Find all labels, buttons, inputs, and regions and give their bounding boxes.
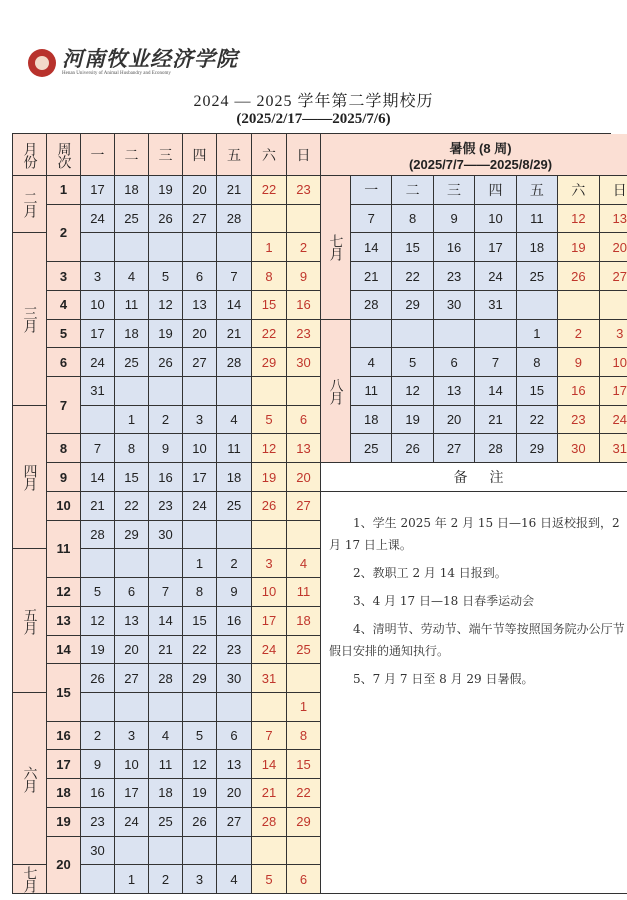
note-item: 5、7 月 7 日至 8 月 29 日暑假。 (353, 671, 534, 686)
date-cell: 4 (115, 262, 149, 291)
summer-date-cell (434, 320, 475, 349)
date-cell: 1 (115, 865, 149, 894)
date-cell: 8 (183, 578, 217, 607)
date-cell: 11 (149, 750, 183, 779)
summer-date-cell: 10 (600, 348, 627, 377)
week-number: 5 (47, 320, 81, 349)
summer-date-cell: 17 (475, 233, 516, 262)
date-cell: 14 (252, 750, 287, 779)
summer-date-cell: 20 (600, 233, 627, 262)
summer-date-cell: 21 (475, 406, 516, 435)
date-cell: 8 (252, 262, 287, 291)
summer-date-cell (600, 291, 627, 320)
date-cell: 27 (287, 492, 321, 521)
date-cell (183, 521, 217, 550)
week-number: 12 (47, 578, 81, 607)
date-cell: 19 (81, 636, 115, 665)
date-cell (183, 377, 217, 406)
date-cell: 25 (149, 808, 183, 837)
date-cell: 21 (217, 176, 252, 205)
university-logo (28, 48, 238, 77)
date-cell (252, 837, 287, 866)
week-number: 20 (47, 837, 81, 894)
month-label: 七月 (13, 865, 47, 894)
summer-day-header: 一 (351, 176, 392, 205)
date-cell: 26 (183, 808, 217, 837)
week-number: 4 (47, 291, 81, 320)
summer-day-header: 四 (475, 176, 516, 205)
week-number: 11 (47, 521, 81, 578)
summer-title: 暑假 (8 周) (449, 140, 512, 156)
week-number: 8 (47, 434, 81, 463)
date-cell: 7 (252, 722, 287, 751)
date-cell (81, 233, 115, 262)
date-cell (81, 865, 115, 894)
date-cell: 17 (115, 779, 149, 808)
summer-date-cell: 30 (558, 434, 599, 463)
date-cell: 6 (287, 865, 321, 894)
summer-date-cell: 19 (558, 233, 599, 262)
date-cell (115, 233, 149, 262)
date-cell: 31 (252, 664, 287, 693)
date-cell: 16 (81, 779, 115, 808)
summer-month-label: 七月 (321, 176, 351, 320)
summer-date-cell: 6 (434, 348, 475, 377)
date-cell: 22 (183, 636, 217, 665)
date-cell: 6 (183, 262, 217, 291)
date-cell: 17 (252, 607, 287, 636)
page-title: 2024 — 2025 学年第二学期校历 (193, 93, 434, 110)
date-cell: 20 (183, 176, 217, 205)
date-cell: 21 (149, 636, 183, 665)
date-cell: 9 (149, 434, 183, 463)
date-cell: 14 (217, 291, 252, 320)
date-cell: 15 (115, 463, 149, 492)
date-cell: 16 (287, 291, 321, 320)
summer-date-cell: 11 (517, 205, 558, 234)
date-cell (149, 233, 183, 262)
note-item: 1、学生 2025 年 2 月 15 日—16 日返校报到，2 月 17 日上课。 (329, 515, 620, 552)
summer-date-cell: 3 (600, 320, 627, 349)
week-number: 13 (47, 607, 81, 636)
date-cell: 20 (217, 779, 252, 808)
date-cell: 5 (149, 262, 183, 291)
summer-date-cell: 13 (434, 377, 475, 406)
date-cell: 9 (81, 750, 115, 779)
date-cell: 5 (252, 865, 287, 894)
summer-date-cell: 18 (351, 406, 392, 435)
date-cell: 18 (115, 320, 149, 349)
date-cell: 3 (183, 406, 217, 435)
date-cell: 28 (217, 205, 252, 234)
summer-date-cell: 9 (558, 348, 599, 377)
date-cell: 19 (149, 176, 183, 205)
summer-date-cell: 23 (558, 406, 599, 435)
column-header-week: 周次 (47, 134, 81, 176)
notes-title: 备 注 (321, 463, 627, 492)
date-cell: 12 (252, 434, 287, 463)
date-cell (149, 837, 183, 866)
column-header-day: 三 (149, 134, 183, 176)
date-cell (287, 837, 321, 866)
date-cell (115, 549, 149, 578)
date-cell: 6 (217, 722, 252, 751)
date-cell: 1 (183, 549, 217, 578)
date-cell: 30 (287, 348, 321, 377)
date-cell (149, 377, 183, 406)
month-label: 五月 (13, 549, 47, 693)
date-cell: 13 (183, 291, 217, 320)
date-cell: 9 (287, 262, 321, 291)
summer-date-cell: 12 (392, 377, 433, 406)
summer-date-cell: 30 (434, 291, 475, 320)
date-cell: 28 (252, 808, 287, 837)
date-cell: 25 (115, 205, 149, 234)
date-cell: 23 (217, 636, 252, 665)
date-cell: 27 (183, 348, 217, 377)
summer-date-cell: 8 (392, 205, 433, 234)
date-cell: 26 (81, 664, 115, 693)
date-cell: 26 (252, 492, 287, 521)
date-cell: 20 (287, 463, 321, 492)
summer-date-cell: 8 (517, 348, 558, 377)
date-cell: 9 (217, 578, 252, 607)
date-cell (217, 521, 252, 550)
summer-date-cell (351, 320, 392, 349)
date-cell: 23 (287, 176, 321, 205)
date-cell: 30 (81, 837, 115, 866)
summer-date-cell: 15 (517, 377, 558, 406)
date-cell (115, 693, 149, 722)
date-cell: 8 (115, 434, 149, 463)
week-number: 6 (47, 348, 81, 377)
date-cell: 17 (81, 320, 115, 349)
week-number: 16 (47, 722, 81, 751)
summer-date-cell: 23 (434, 262, 475, 291)
summer-date-cell: 2 (558, 320, 599, 349)
summer-vacation-header (321, 134, 627, 176)
summer-date-cell: 16 (434, 233, 475, 262)
week-number: 10 (47, 492, 81, 521)
date-cell: 15 (183, 607, 217, 636)
date-cell: 4 (217, 865, 252, 894)
date-cell: 13 (115, 607, 149, 636)
date-cell (217, 377, 252, 406)
summer-date-cell: 28 (351, 291, 392, 320)
date-cell: 21 (217, 320, 252, 349)
calendar-table (12, 133, 627, 894)
university-name-en: Henan University of Animal Husbandry and Economy (62, 71, 171, 76)
date-cell: 5 (81, 578, 115, 607)
week-number: 19 (47, 808, 81, 837)
date-cell (217, 693, 252, 722)
date-cell: 4 (149, 722, 183, 751)
week-number: 1 (47, 176, 81, 205)
date-cell (252, 205, 287, 234)
date-cell: 14 (81, 463, 115, 492)
summer-date-cell: 31 (600, 434, 627, 463)
summer-date-cell (558, 291, 599, 320)
date-cell: 6 (287, 406, 321, 435)
summer-date-cell: 7 (475, 348, 516, 377)
summer-day-header: 五 (517, 176, 558, 205)
summer-date-cell: 27 (600, 262, 627, 291)
date-cell (252, 521, 287, 550)
date-cell (252, 377, 287, 406)
date-cell: 21 (81, 492, 115, 521)
date-cell: 20 (183, 320, 217, 349)
summer-date-cell: 21 (351, 262, 392, 291)
date-cell: 18 (149, 779, 183, 808)
date-cell (149, 549, 183, 578)
date-cell: 4 (287, 549, 321, 578)
summer-date-cell: 26 (392, 434, 433, 463)
summer-date-cell: 14 (475, 377, 516, 406)
column-header-day: 日 (287, 134, 321, 176)
date-cell: 29 (183, 664, 217, 693)
summer-date-cell: 7 (351, 205, 392, 234)
date-cell: 3 (115, 722, 149, 751)
summer-date-cell (475, 320, 516, 349)
summer-day-header: 六 (558, 176, 599, 205)
date-cell: 28 (149, 664, 183, 693)
week-number: 15 (47, 664, 81, 721)
date-cell: 13 (287, 434, 321, 463)
date-cell: 28 (217, 348, 252, 377)
date-cell: 18 (287, 607, 321, 636)
summer-date-cell: 5 (392, 348, 433, 377)
week-number: 9 (47, 463, 81, 492)
date-cell: 6 (115, 578, 149, 607)
date-cell: 3 (183, 865, 217, 894)
date-cell: 31 (81, 377, 115, 406)
date-cell: 23 (287, 320, 321, 349)
date-cell: 2 (81, 722, 115, 751)
date-cell (115, 837, 149, 866)
summer-date-cell: 22 (392, 262, 433, 291)
date-cell (183, 233, 217, 262)
column-header-day: 五 (217, 134, 252, 176)
date-cell: 24 (81, 348, 115, 377)
date-cell: 15 (252, 291, 287, 320)
summer-date-cell: 27 (434, 434, 475, 463)
note-item: 4、清明节、劳动节、端午节等按照国务院办公厅节假日安排的通知执行。 (329, 621, 625, 658)
summer-date-cell: 29 (392, 291, 433, 320)
month-label: 六月 (13, 693, 47, 865)
summer-month-label: 八月 (321, 320, 351, 464)
column-header-day: 四 (183, 134, 217, 176)
note-item: 3、4 月 17 日—18 日春季运动会 (353, 593, 535, 608)
date-cell: 24 (183, 492, 217, 521)
summer-date-cell: 17 (600, 377, 627, 406)
date-cell: 27 (115, 664, 149, 693)
date-cell: 27 (183, 205, 217, 234)
date-cell: 25 (217, 492, 252, 521)
university-name-cn: 河南牧业经济学院 (62, 46, 238, 71)
summer-date-cell: 28 (475, 434, 516, 463)
date-cell: 25 (115, 348, 149, 377)
date-cell: 26 (149, 348, 183, 377)
date-cell: 24 (115, 808, 149, 837)
summer-date-cell (517, 291, 558, 320)
summer-date-cell: 14 (351, 233, 392, 262)
summer-date-cell: 24 (600, 406, 627, 435)
summer-date-cell: 25 (517, 262, 558, 291)
summer-date-cell: 16 (558, 377, 599, 406)
date-cell: 3 (252, 549, 287, 578)
summer-date-cell: 25 (351, 434, 392, 463)
summer-date-cell: 15 (392, 233, 433, 262)
date-cell: 11 (217, 434, 252, 463)
summer-date-cell: 11 (351, 377, 392, 406)
date-cell: 17 (81, 176, 115, 205)
date-cell: 19 (252, 463, 287, 492)
summer-date-cell: 20 (434, 406, 475, 435)
date-cell: 3 (81, 262, 115, 291)
date-cell: 5 (183, 722, 217, 751)
column-header-day: 六 (252, 134, 287, 176)
date-cell: 12 (149, 291, 183, 320)
date-cell: 10 (252, 578, 287, 607)
date-cell: 2 (149, 865, 183, 894)
date-cell: 14 (149, 607, 183, 636)
date-cell (81, 406, 115, 435)
date-cell: 30 (217, 664, 252, 693)
date-cell: 19 (183, 779, 217, 808)
date-cell: 11 (287, 578, 321, 607)
date-cell: 23 (81, 808, 115, 837)
date-cell: 23 (149, 492, 183, 521)
month-label: 四月 (13, 406, 47, 550)
date-cell: 16 (149, 463, 183, 492)
summer-day-header: 二 (392, 176, 433, 205)
date-cell: 2 (287, 233, 321, 262)
date-cell (287, 377, 321, 406)
summer-date-cell: 26 (558, 262, 599, 291)
summer-date-cell: 29 (517, 434, 558, 463)
date-cell: 25 (287, 636, 321, 665)
date-cell: 26 (149, 205, 183, 234)
week-number: 17 (47, 750, 81, 779)
date-cell: 8 (287, 722, 321, 751)
date-cell (217, 233, 252, 262)
summer-date-cell: 19 (392, 406, 433, 435)
date-cell (217, 837, 252, 866)
date-cell (287, 664, 321, 693)
date-cell (183, 837, 217, 866)
column-header-day: 一 (81, 134, 115, 176)
date-cell: 24 (252, 636, 287, 665)
summer-date-cell: 1 (517, 320, 558, 349)
date-cell (252, 693, 287, 722)
date-cell: 10 (115, 750, 149, 779)
date-cell: 17 (183, 463, 217, 492)
date-cell (287, 205, 321, 234)
summer-date-cell: 10 (475, 205, 516, 234)
date-cell: 7 (149, 578, 183, 607)
date-cell: 16 (217, 607, 252, 636)
date-cell: 13 (217, 750, 252, 779)
date-cell: 27 (217, 808, 252, 837)
date-cell: 18 (115, 176, 149, 205)
notes-panel (321, 492, 627, 894)
date-cell: 20 (115, 636, 149, 665)
date-cell: 7 (217, 262, 252, 291)
date-cell: 22 (287, 779, 321, 808)
summer-date-cell (392, 320, 433, 349)
date-cell: 12 (183, 750, 217, 779)
date-cell: 10 (81, 291, 115, 320)
date-cell: 29 (115, 521, 149, 550)
date-cell: 28 (81, 521, 115, 550)
month-label: 二月 (13, 176, 47, 233)
summer-date-cell: 22 (517, 406, 558, 435)
date-cell (115, 377, 149, 406)
date-cell: 18 (217, 463, 252, 492)
summer-date-cell: 9 (434, 205, 475, 234)
date-cell (149, 693, 183, 722)
date-cell: 24 (81, 205, 115, 234)
date-cell: 5 (252, 406, 287, 435)
date-cell: 7 (81, 434, 115, 463)
week-number: 2 (47, 205, 81, 262)
date-cell: 22 (252, 176, 287, 205)
date-cell: 2 (149, 406, 183, 435)
week-number: 7 (47, 377, 81, 434)
week-number: 18 (47, 779, 81, 808)
summer-date-cell: 13 (600, 205, 627, 234)
date-cell: 19 (149, 320, 183, 349)
column-header-day: 二 (115, 134, 149, 176)
date-cell: 11 (115, 291, 149, 320)
summer-date-cell: 12 (558, 205, 599, 234)
date-cell: 15 (287, 750, 321, 779)
date-cell: 1 (287, 693, 321, 722)
summer-date-cell: 31 (475, 291, 516, 320)
date-cell: 29 (287, 808, 321, 837)
date-cell (287, 521, 321, 550)
date-cell: 1 (252, 233, 287, 262)
date-cell: 30 (149, 521, 183, 550)
date-cell: 10 (183, 434, 217, 463)
date-cell: 4 (217, 406, 252, 435)
summer-day-header: 日 (600, 176, 627, 205)
date-cell: 12 (81, 607, 115, 636)
date-cell (81, 693, 115, 722)
summer-date-cell: 18 (517, 233, 558, 262)
university-emblem-icon (28, 49, 56, 77)
date-cell (81, 549, 115, 578)
summer-day-header: 三 (434, 176, 475, 205)
date-cell (183, 693, 217, 722)
date-cell: 2 (217, 549, 252, 578)
column-header-month: 月份 (13, 134, 47, 176)
week-number: 14 (47, 636, 81, 665)
summer-date-range: (2025/7/7——2025/8/29) (408, 156, 553, 172)
date-cell: 1 (115, 406, 149, 435)
date-cell: 22 (115, 492, 149, 521)
note-item: 2、教职工 2 月 14 日报到。 (353, 565, 507, 580)
week-number: 3 (47, 262, 81, 291)
date-cell: 22 (252, 320, 287, 349)
date-cell: 29 (252, 348, 287, 377)
date-cell: 21 (252, 779, 287, 808)
page-subtitle-date-range: (2025/2/17——2025/7/6) (236, 111, 391, 127)
month-label: 三月 (13, 233, 47, 405)
summer-date-cell: 24 (475, 262, 516, 291)
summer-date-cell: 4 (351, 348, 392, 377)
